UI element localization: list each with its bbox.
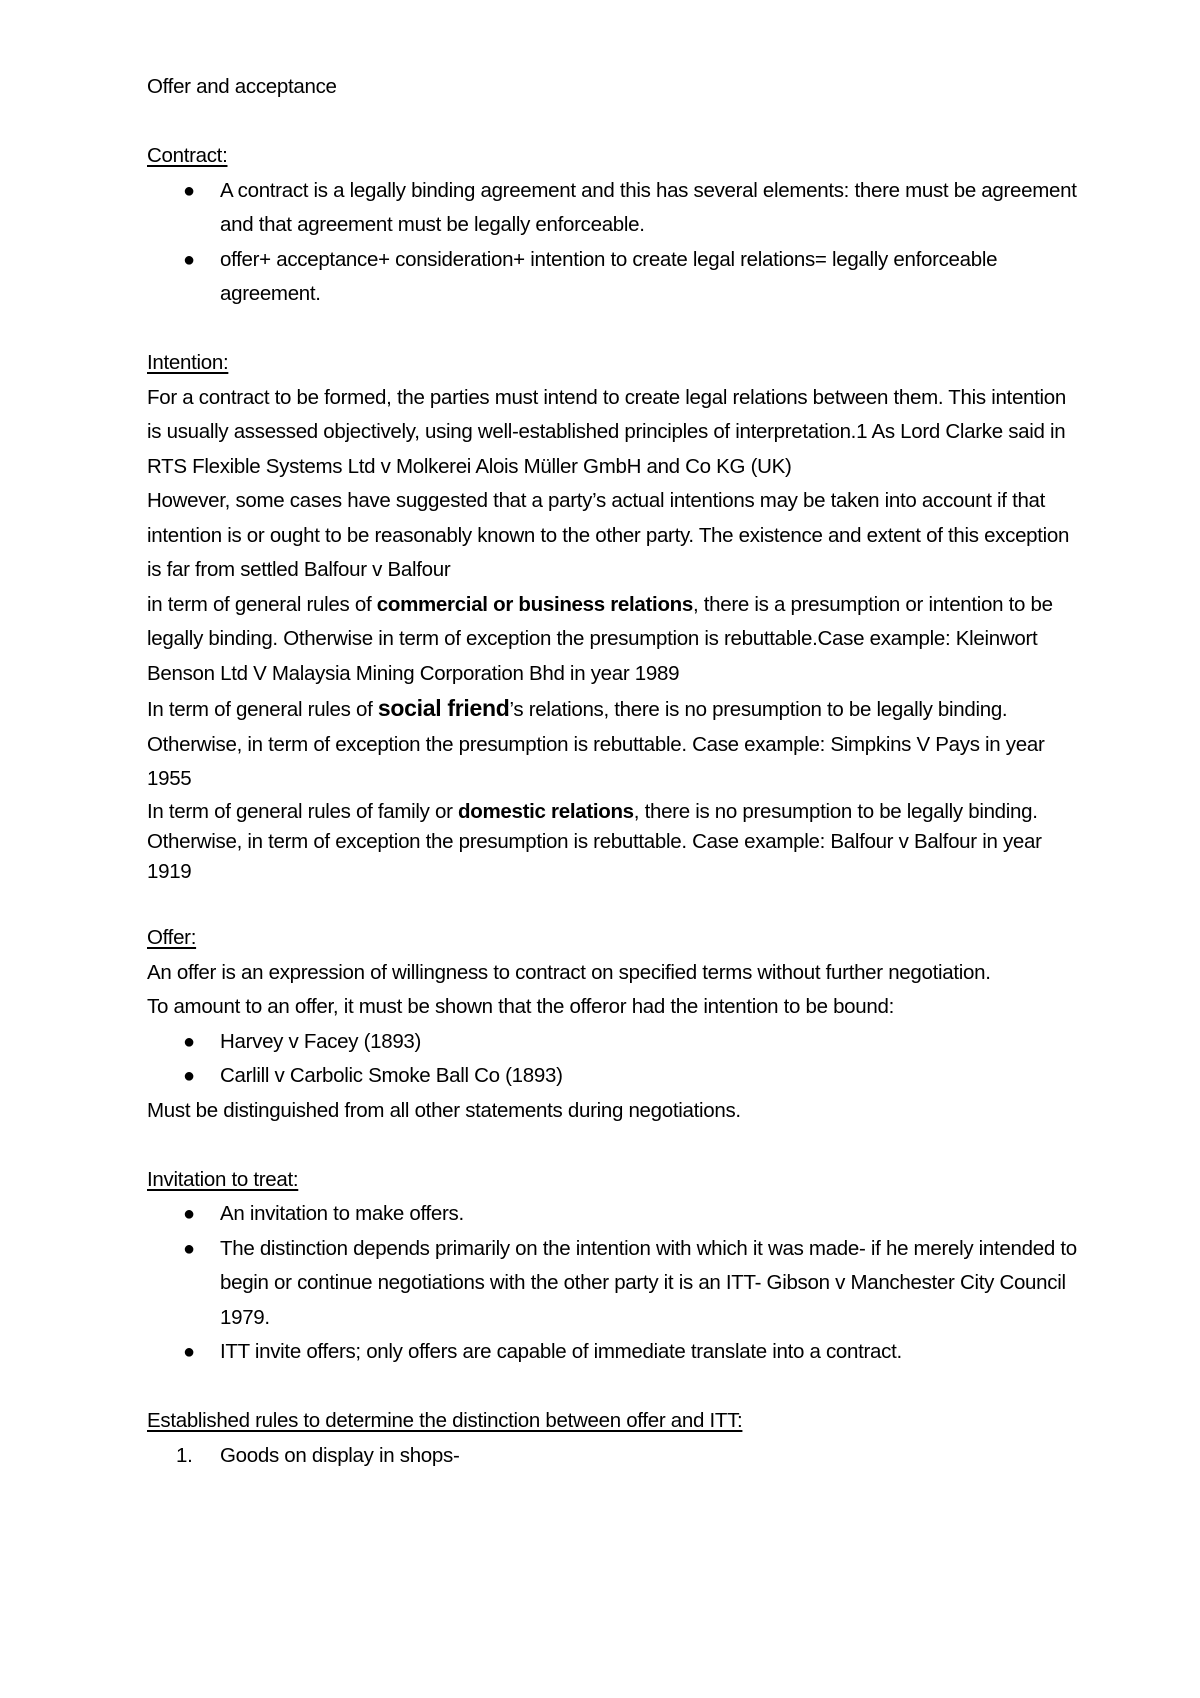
itt-heading: Invitation to treat: — [147, 1167, 299, 1191]
text-run: ’s relations, there is no presumption to be legally binding. Otherwise, in term of exception the presumption is rebuttable. Case example: Simpkins V Pays in year 1955 — [147, 698, 1045, 790]
list-item — [147, 1335, 1077, 1370]
bullet-icon: ● — [183, 1030, 195, 1053]
list-item — [147, 1232, 1077, 1336]
itt-bullet-list — [147, 1197, 1077, 1370]
bold-term-commercial: commercial or business relations — [376, 592, 693, 616]
text-run: , there is a presumption or intention to be legally binding. Otherwise in term of exception the presumption is rebuttable.Case example: Kleinwort Benson Ltd V Malaysia Mining Corporation Bhd in year 1989 — [147, 592, 1053, 685]
contract-bullet-list — [147, 174, 1077, 312]
bullet-icon: ● — [183, 179, 195, 202]
offer-paragraph-3: Must be distinguished from all other statements during negotiations. — [147, 1098, 741, 1122]
list-item — [147, 243, 1077, 312]
document-page — [147, 70, 1077, 1473]
contract-heading: Contract: — [147, 144, 228, 167]
rules-heading: Established rules to determine the distinction between offer and ITT: — [147, 1409, 743, 1432]
bullet-icon: ● — [183, 1237, 195, 1260]
list-item-text: The distinction depends primarily on the intention with which it was made- if he merely intended to begin or continue negotiations with the other party it is an ITT- Gibson v Manchester City Council 1979. — [220, 1236, 1077, 1329]
intention-paragraph-2: However, some cases have suggested that a party’s actual intentions may be taken into account if that intention is or ought to be reasonably known to the other party. The existence and extent of this exception is far from settled Balfour v Balfour — [147, 489, 1070, 581]
list-item-text: ITT invite offers; only offers are capable of immediate translate into a contract. — [220, 1340, 902, 1363]
bullet-icon: ● — [183, 248, 195, 271]
bold-term-domestic: domestic relations — [458, 799, 634, 823]
bold-term-social: social friend — [377, 695, 510, 721]
list-item-text: An invitation to make offers. — [220, 1202, 464, 1225]
list-item-text: Carlill v Carbolic Smoke Ball Co (1893) — [220, 1064, 563, 1087]
text-run: In term of general rules of family or — [147, 799, 459, 823]
list-item — [147, 174, 1077, 243]
text-run: , there is no presumption to be legally binding. Otherwise, in term of exception the presumption is rebuttable. Case example: Balfour v Balfour in year 1919 — [147, 799, 1042, 883]
intention-paragraph-4 — [147, 691, 1077, 797]
intention-paragraph-5 — [147, 797, 1077, 887]
list-item — [147, 1439, 1077, 1474]
offer-paragraph-2: To amount to an offer, it must be shown that the offeror had the intention to be bound: — [147, 995, 894, 1018]
list-item — [147, 1025, 1077, 1060]
spacer — [147, 1128, 1077, 1163]
list-item — [147, 1059, 1077, 1094]
document-title: Offer and acceptance — [147, 75, 337, 98]
intention-paragraph-3 — [147, 588, 1077, 692]
list-number: 1. — [176, 1443, 193, 1467]
offer-bullet-list — [147, 1025, 1077, 1094]
spacer — [147, 312, 1077, 347]
bullet-icon: ● — [183, 1065, 195, 1087]
list-item — [147, 1197, 1077, 1232]
list-item-text: A contract is a legally binding agreement and this has several elements: there must be agreement and that agreement must be legally enforceable. — [220, 178, 1077, 236]
list-item-text: Goods on display in shops- — [220, 1443, 460, 1467]
bullet-icon: ● — [183, 1341, 195, 1363]
spacer — [147, 1370, 1077, 1405]
offer-heading: Offer: — [147, 926, 197, 949]
intention-paragraph-1: For a contract to be formed, the parties must intend to create legal relations between them. This intention is usually assessed objectively, using well-established principles of interpretation.1 As Lord Clarke said in RTS Flexible Systems Ltd v Molkerei Alois Müller GmbH and Co KG (UK) — [147, 385, 1067, 478]
list-item-text: Harvey v Facey (1893) — [220, 1029, 422, 1053]
offer-paragraph-1: An offer is an expression of willingness to contract on specified terms without further negotiation. — [147, 960, 991, 984]
intention-heading: Intention: — [147, 351, 229, 374]
spacer — [147, 887, 1077, 922]
rules-numbered-list — [147, 1439, 1077, 1474]
text-run: in term of general rules of — [147, 592, 377, 616]
text-run: In term of general rules of — [147, 698, 378, 721]
spacer — [147, 105, 1077, 140]
bullet-icon: ● — [183, 1203, 195, 1225]
list-item-text: offer+ acceptance+ consideration+ intention to create legal relations= legally enforceable agreement. — [220, 247, 998, 305]
